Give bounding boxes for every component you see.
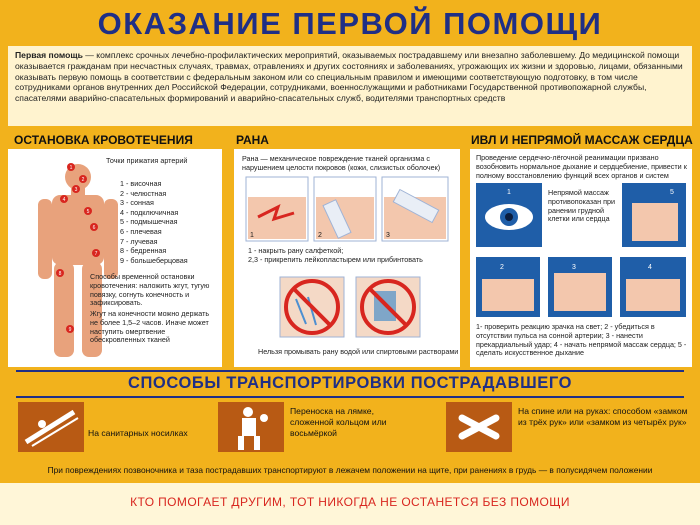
wound-panel <box>234 149 460 367</box>
marker-5: 5 <box>86 209 90 215</box>
footer-slogan: КТО ПОМОГАЕТ ДРУГИМ, ТОТ НИКОГДА НЕ ОСТАНЕТСЯ БЕЗ ПОМОЩИ <box>130 495 570 509</box>
cpr-step-5: 5 <box>670 189 674 196</box>
wound-step-1: 1 <box>250 232 254 239</box>
wound-warning: Нельзя промывать рану водой или спиртовыми растворами <box>258 347 459 356</box>
marker-9: 9 <box>68 327 72 333</box>
wound-step-3: 3 <box>386 232 390 239</box>
artery-point: 6 - плечевая <box>120 226 162 236</box>
hand-seat-icon <box>446 402 512 452</box>
artery-point: 1 - височная <box>120 179 162 188</box>
carry-strap-icon <box>218 402 284 452</box>
wound-step-text: 1 - накрыть рану салфеткой; <box>248 246 344 255</box>
artery-point: 4 - подключичная <box>120 207 179 217</box>
artery-point: 8 - бедренная <box>120 246 167 256</box>
wound-step-text: 2,3 - прикрепить лейкопластырем или прибинтовать <box>248 255 423 264</box>
cpr-intro: Проведение сердечно-лёгочной реанимации призвано возобновить нормальное дыхание и сердцебиение, привести к полному восстановлению функций всех органов и систем <box>476 153 687 180</box>
bleeding-panel <box>8 149 222 367</box>
artery-point: 2 - челюстная <box>120 188 167 198</box>
marker-6: 6 <box>92 225 96 231</box>
marker-7: 7 <box>94 251 98 257</box>
artery-point: 5 - подмышечная <box>120 217 178 227</box>
marker-3: 3 <box>74 187 78 193</box>
marker-8: 8 <box>58 271 62 277</box>
artery-points-title: Точки прижатия артерий <box>106 156 188 165</box>
artery-points-list <box>120 179 188 265</box>
divider <box>16 370 684 372</box>
marker-1: 1 <box>69 165 73 171</box>
bleeding-methods-note: Способы временной остановки кровотечения: наложить жгут, тугую повязку, согнуть конечность и зафиксировать. <box>90 272 210 308</box>
artery-point: 7 - лучевая <box>120 236 158 246</box>
stretcher-icon <box>18 402 84 452</box>
cpr-step-1: 1 <box>507 189 511 196</box>
cpr-step-2: 2 <box>500 264 504 271</box>
transport-heading: СПОСОБЫ ТРАНСПОРТИРОВКИ ПОСТРАДАВШЕГО <box>127 374 573 392</box>
footer <box>0 483 700 525</box>
artery-point: 3 - сонная <box>120 198 154 208</box>
transport-label-stretcher: На санитарных носилках <box>88 428 188 438</box>
cpr-heading: ИВЛ И НЕПРЯМОЙ МАССАЖ СЕРДЦА <box>471 133 693 147</box>
intro-text <box>8 46 692 126</box>
cpr-step-3: 3 <box>572 264 576 271</box>
transport-note: При повреждениях позвоночника и таза пострадавших транспортируют в лежачем положении на щите, при ранениях в грудь — в полусидячем положении <box>47 465 653 475</box>
transport-label-hands: На спине или на руках: способом «замком из трёх рук» или «замком из четырёх рук» <box>518 406 688 427</box>
cpr-steps: 1- проверить реакцию зрачка на свет; 2 - убедиться в отсутствии пульса на сонной артерии; 3 - нанести прекардиальный удар; 4 - начать непрямой массаж сердца; 5 - сделать искусственное дыхание <box>476 322 687 358</box>
cpr-step-4: 4 <box>648 264 652 271</box>
cpr-panel <box>470 149 692 367</box>
intro-body: — комплекс срочных лечебно-профилактических мероприятий, оказываемых пострадавшему или внезапно заболевшему. До медицинской помощи оказывается гражданам при несчастных случаях, травмах, отравлениях и других состояниях и заболеваниях, угрожающих их жизни и здоровью, лицами, обязанными оказывать первую помощь в соответствии с федеральным законом или со специальным правилом и имеющими соответствующую подготовку, в том числе сотрудниками органов внутренних дел Российской Федерации, сотрудниками, военнослужащими и работниками Государственной противопожарной службы, спасателями аварийно-спасательных формирований и аварийно-спасательных служб, водителями транспортных средств <box>15 50 683 104</box>
massage-contraindication: Непрямой массаж противопоказан при ранении грудной клетки или сердца <box>548 188 616 224</box>
wound-heading: РАНА <box>236 133 269 147</box>
wound-step-2: 2 <box>318 232 322 239</box>
artery-point: 9 - большеберцовая <box>120 255 188 265</box>
divider <box>16 396 684 398</box>
marker-4: 4 <box>62 197 66 203</box>
transport-label-strap: Переноска на лямке, сложенной кольцом или восьмёркой <box>290 406 387 438</box>
marker-2: 2 <box>81 177 85 183</box>
wound-definition: Рана — механическое повреждение тканей организма с нарушением целости покровов (кожи, слизистых оболочек) <box>242 154 441 172</box>
intro-term: Первая помощь <box>15 50 83 60</box>
bleeding-heading: ОСТАНОВКА КРОВОТЕЧЕНИЯ <box>14 133 193 147</box>
tourniquet-note: Жгут на конечности можно держать не более 1,5–2 часов. Иначе может наступить омертвение обескровленных тканей <box>90 309 210 345</box>
page-title: ОКАЗАНИЕ ПЕРВОЙ ПОМОЩИ <box>97 6 603 41</box>
